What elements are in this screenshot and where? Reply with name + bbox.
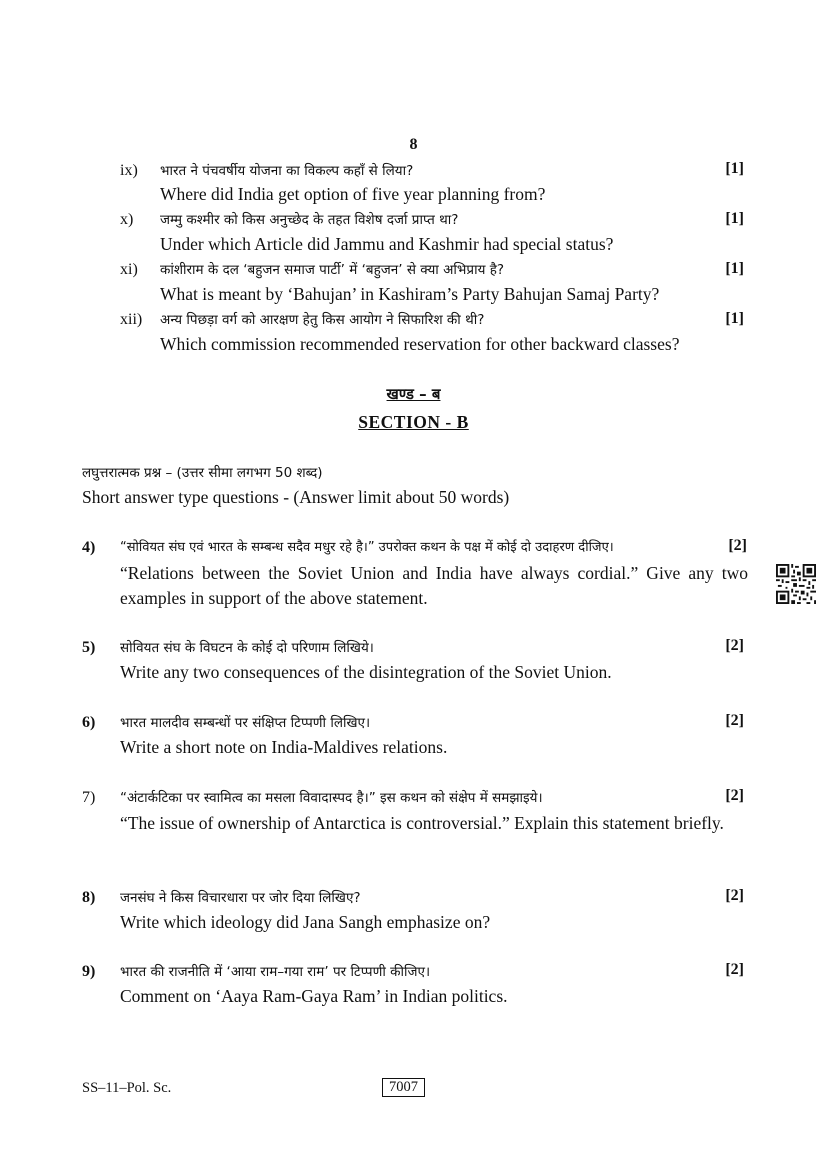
footer-subject-code: SS–11–Pol. Sc. [82, 1080, 172, 1096]
question-6-english: Write a short note on India-Maldives relations. [120, 737, 448, 757]
question-9-number: 9) [82, 963, 96, 980]
question-5-number: 5) [82, 639, 96, 656]
question-8-number: 8) [82, 889, 96, 906]
item-x-marks: [1] [725, 210, 744, 227]
item-xii-english: Which commission recommended reservation for other backward classes? [160, 334, 680, 354]
item-x-english: Under which Article did Jammu and Kashmir had special status? [160, 234, 614, 254]
item-xi-number: xi) [120, 261, 138, 278]
qr-code-icon [776, 564, 816, 604]
item-ix-hindi: भारत ने पंचवर्षीय योजना का विकल्प कहाँ से लिया? [160, 163, 414, 179]
question-8-hindi: जनसंघ ने किस विचारधारा पर जोर दिया लिखिए? [120, 890, 361, 906]
question-4-number: 4) [82, 539, 96, 556]
item-xi-marks: [1] [725, 260, 744, 277]
question-9-english: Comment on ‘Aaya Ram-Gaya Ram’ in Indian politics. [120, 986, 508, 1006]
question-5-hindi: सोवियत संघ के विघटन के कोई दो परिणाम लिखिये। [120, 640, 374, 656]
item-xi-hindi: कांशीराम के दल ‘बहुजन समाज पार्टी’ में ‘बहुजन’ से क्या अभिप्राय है? [160, 262, 505, 278]
question-5-english: Write any two consequences of the disintegration of the Soviet Union. [120, 662, 612, 682]
section-title-english: SECTION - B [358, 412, 469, 432]
item-xii-number: xii) [120, 311, 143, 328]
question-8-english: Write which ideology did Jana Sangh emphasize on? [120, 912, 491, 932]
question-4-hindi: “सोवियत संघ एवं भारत के सम्बन्ध सदैव मधुर रहे है।” उपरोक्त कथन के पक्ष में कोई दो उदाहरण दीजिए। [120, 540, 614, 555]
question-4-english: “Relations between the Soviet Union and India have always cordial.” Give any two examples in support of the above statement. [120, 563, 748, 608]
question-7-hindi: “अंटार्कटिका पर स्वामित्व का मसला विवादास्पद है।” इस कथन को संक्षेप में समझाइये। [120, 790, 543, 806]
question-7-number: 7) [82, 789, 96, 806]
item-ix-marks: [1] [725, 160, 744, 177]
question-9-hindi: भारत की राजनीति में ‘आया राम–गया राम’ पर टिप्पणी कीजिए। [120, 964, 431, 980]
section-title-hindi: खण्ड – ब [386, 385, 441, 403]
page-number: 8 [409, 136, 418, 153]
item-xii-hindi: अन्य पिछड़ा वर्ग को आरक्षण हेतु किस आयोग ने सिफारिश की थी? [160, 312, 485, 328]
item-x-number: x) [120, 211, 134, 228]
question-5-marks: [2] [725, 637, 744, 654]
item-xi-english: What is meant by ‘Bahujan’ in Kashiram’s Party Bahujan Samaj Party? [160, 284, 660, 304]
instructions-hindi: लघुत्तरात्मक प्रश्न – (उत्तर सीमा लगभग 50 शब्द) [82, 465, 323, 481]
question-9-marks: [2] [725, 961, 744, 978]
item-ix-number: ix) [120, 162, 138, 179]
item-ix-english: Where did India get option of five year planning from? [160, 184, 546, 204]
question-6-hindi: भारत मालदीव सम्बन्धों पर संक्षिप्त टिप्पणी लिखिए। [120, 715, 371, 731]
item-xii-marks: [1] [725, 310, 744, 327]
question-6-marks: [2] [725, 712, 744, 729]
question-6-number: 6) [82, 714, 96, 731]
item-x-hindi: जम्मु कश्मीर को किस अनुच्छेद के तहत विशेष दर्जा प्राप्त था? [160, 212, 459, 228]
question-7-english: “The issue of ownership of Antarctica is controversial.” Explain this statement briefly. [120, 813, 724, 833]
question-7-marks: [2] [725, 787, 744, 804]
instructions-english: Short answer type questions - (Answer limit about 50 words) [82, 487, 510, 507]
question-8-marks: [2] [725, 887, 744, 904]
question-4-marks: [2] [728, 537, 747, 554]
footer-paper-code: 7007 [382, 1078, 425, 1097]
